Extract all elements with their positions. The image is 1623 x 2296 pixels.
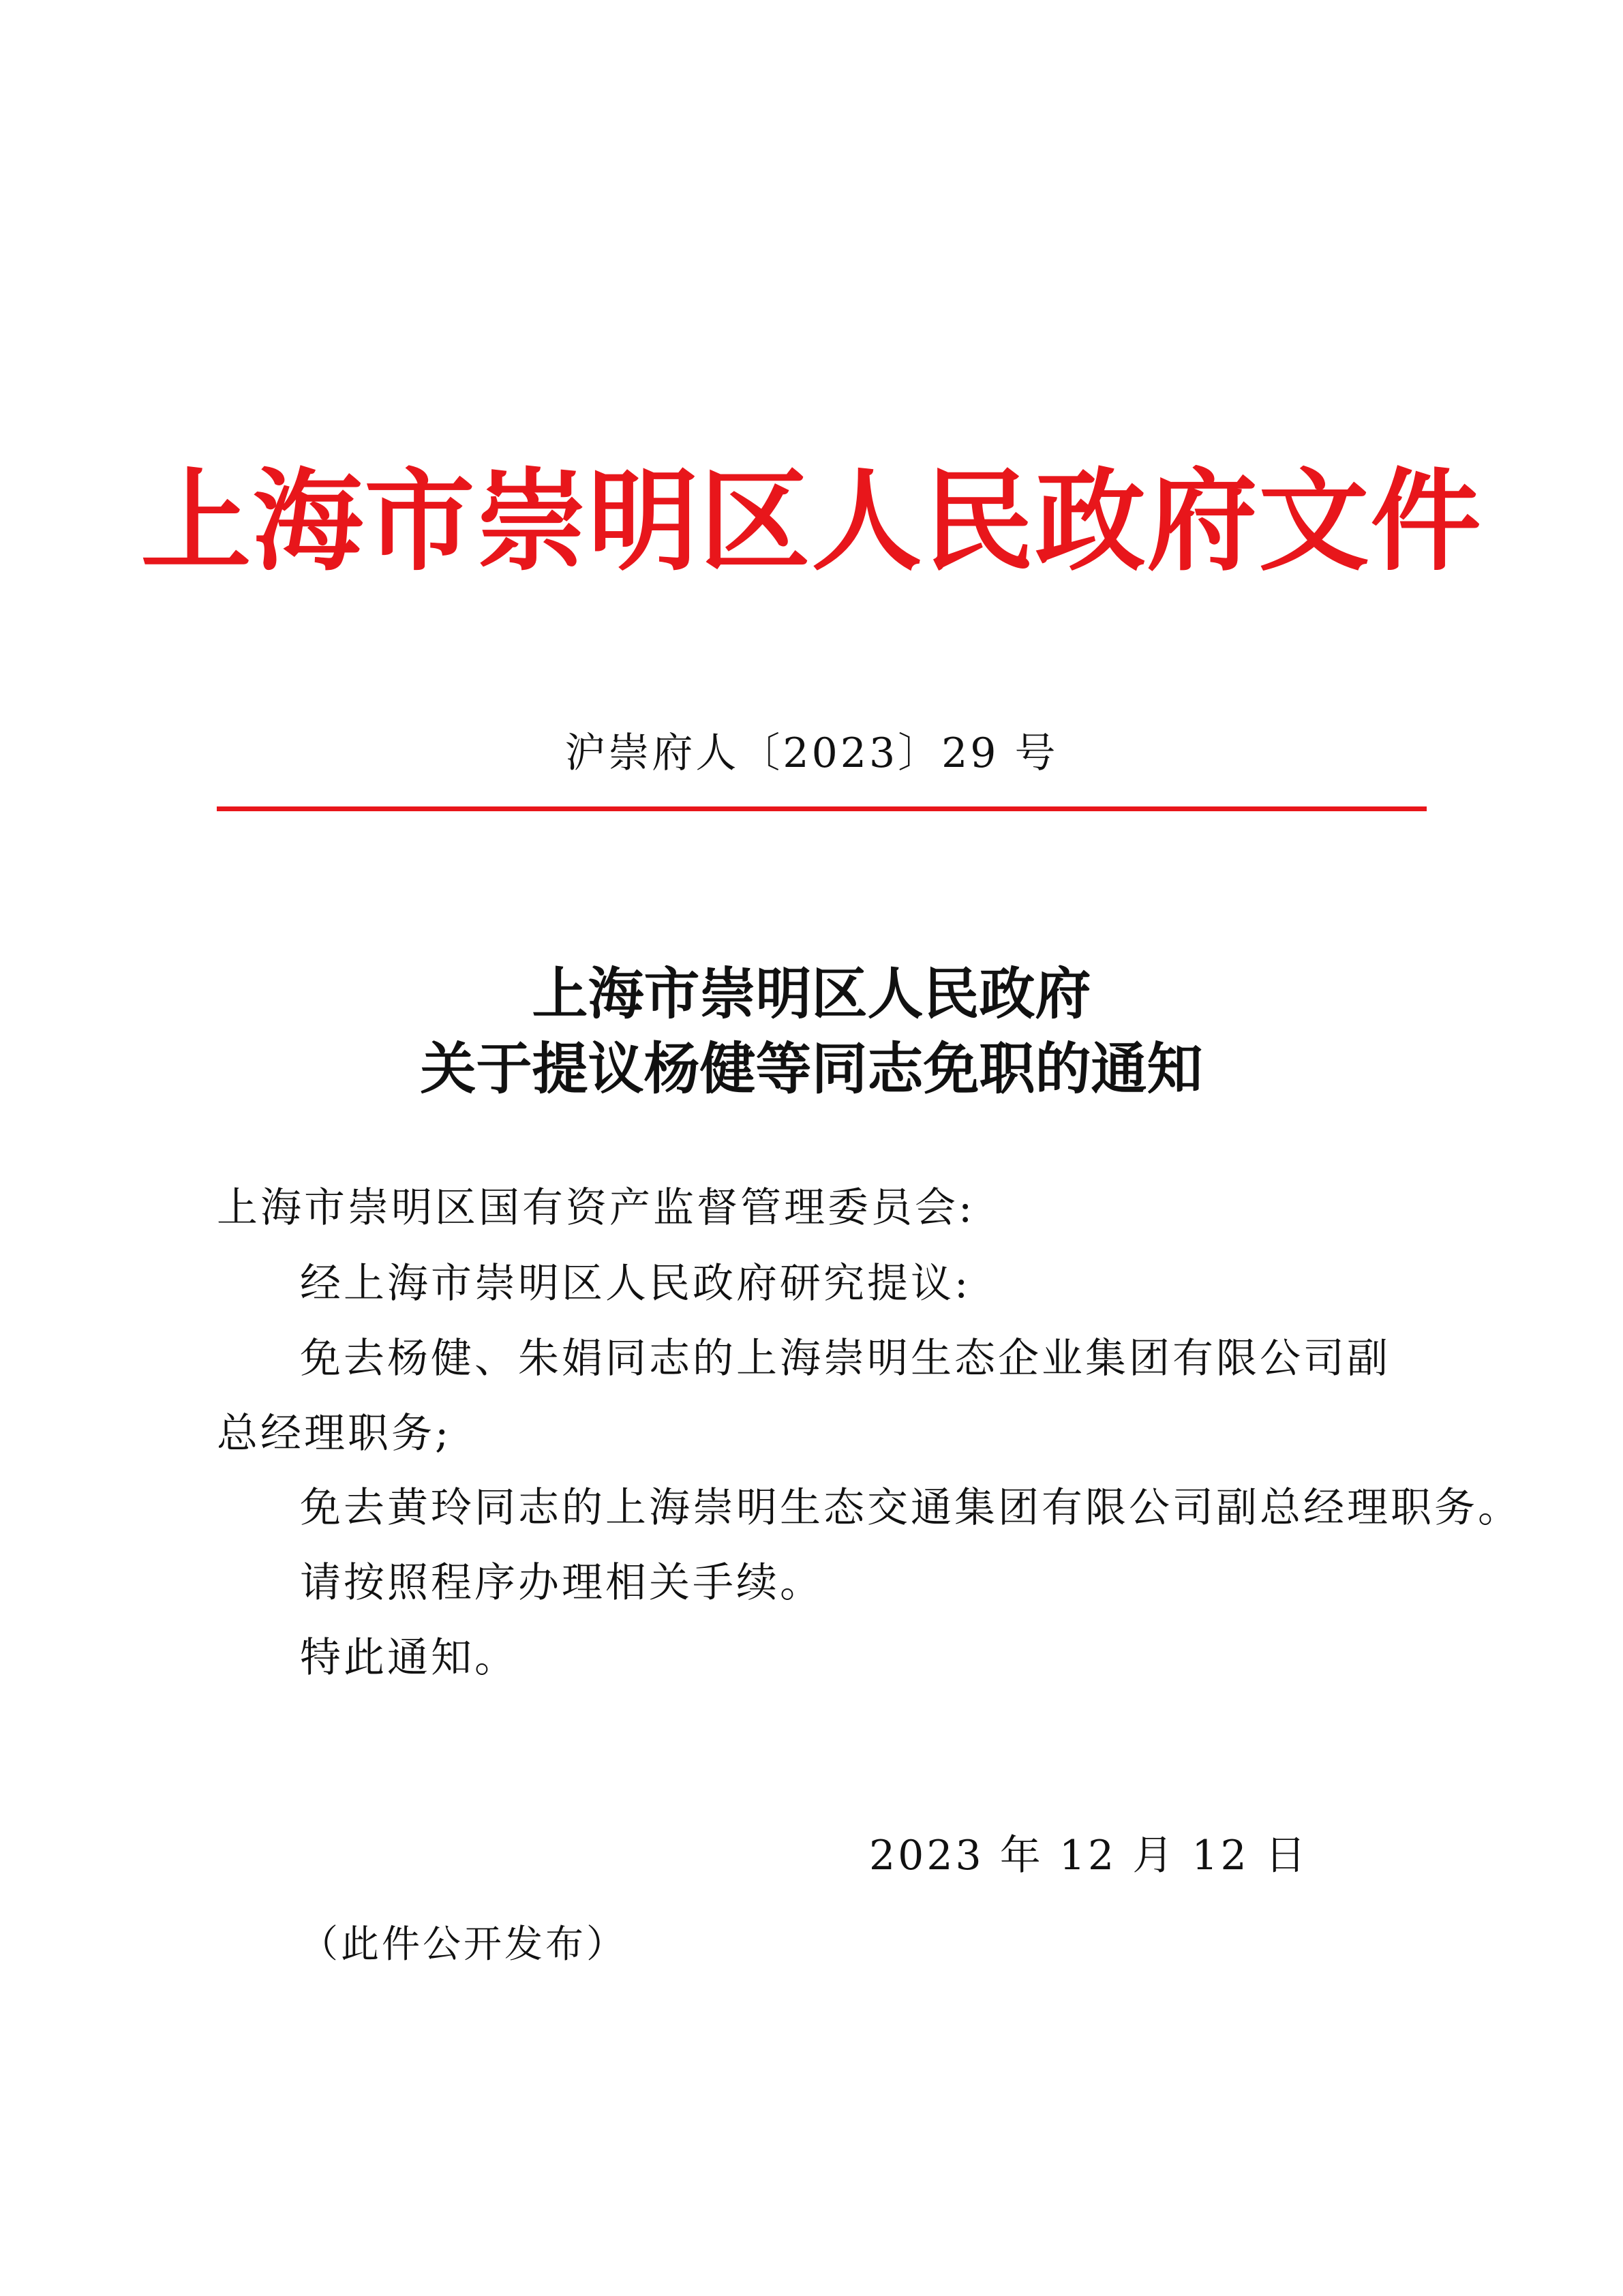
body-paragraph-5: 特此通知。 (300, 1634, 518, 1682)
issue-date: 2023 年 12 月 12 日 (869, 1832, 1309, 1879)
body-paragraph-3: 免去黄玲同志的上海崇明生态交通集团有限公司副总经理职务。 (300, 1484, 1521, 1532)
document-title-line-2: 关于提议杨健等同志免职的通知 (420, 1036, 1203, 1102)
body-paragraph-2-line-1: 免去杨健、朱娟同志的上海崇明生态企业集团有限公司副 (300, 1335, 1391, 1383)
red-separator-line (217, 806, 1427, 811)
document-title-line-1: 上海市崇明区人民政府 (532, 961, 1091, 1027)
body-paragraph-1: 经上海市崇明区人民政府研究提议: (300, 1260, 971, 1308)
document-number: 沪崇府人〔2023〕29 号 (564, 729, 1059, 777)
publication-note: （此件公开发布） (300, 1922, 627, 1967)
document-masthead: 上海市崇明区人民政府文件 (140, 457, 1483, 586)
addressee: 上海市崇明区国有资产监督管理委员会: (217, 1184, 975, 1232)
body-paragraph-4: 请按照程序办理相关手续。 (300, 1559, 823, 1607)
body-paragraph-2-line-2: 总经理职务; (217, 1410, 452, 1457)
